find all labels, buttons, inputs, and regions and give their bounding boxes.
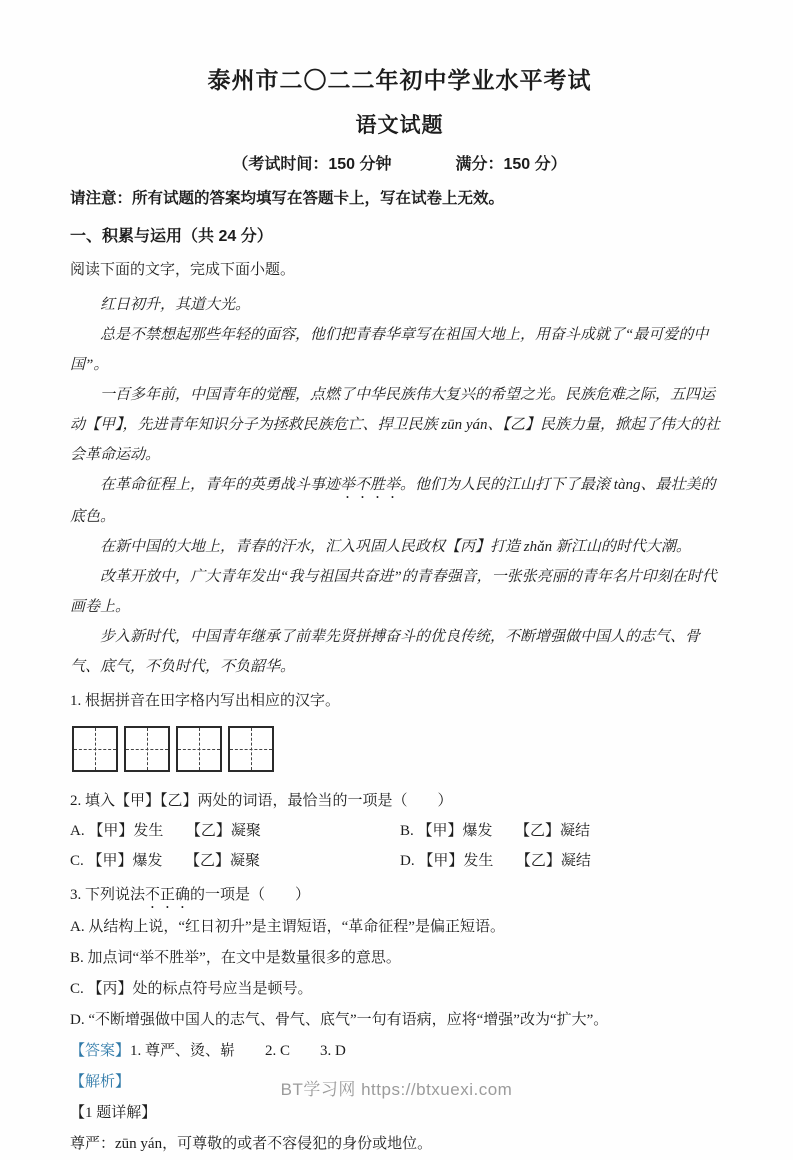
page-title: 泰州市二〇二二年初中学业水平考试 — [207, 67, 592, 93]
answer-text: 1. 尊严、烫、崭 2. C 3. D — [130, 1043, 346, 1059]
passage-intro: 阅读下面的文字，完成下面小题。 — [70, 262, 296, 278]
question-3-option-c: C. 【丙】处的标点符号应当是顿号。 — [70, 981, 313, 997]
answer-line — [70, 1036, 729, 1067]
question-2-option-c: C. 【甲】爆发 【乙】凝聚 — [70, 853, 261, 869]
stem-text: 3. 下列说法 — [70, 887, 146, 903]
question-2-option-d: D. 【甲】发生 【乙】凝结 — [400, 853, 591, 869]
question-2-options-row-1 — [70, 816, 729, 846]
passage-paragraph: 总是不禁想起那些年轻的面容，他们把青春华章写在祖国大地上，用奋斗成就了“最可爱的中国”。 — [70, 327, 709, 373]
passage-paragraph: 改革开放中，广大青年发出“我与祖国共奋进”的青春强音，一张张亮丽的青年名片印刻在时代画卷上。 — [70, 569, 717, 615]
answer-label: 【答案】 — [70, 1043, 131, 1059]
passage-paragraph: 在新中国的大地上，青春的汗水，汇入巩固人民政权【丙】打造 zhǎn 新江山的时代大潮。 — [100, 539, 691, 555]
emphasized-text: 举不胜举 — [340, 477, 401, 493]
passage-text: 。他们为人民的江山打下了最滚 tàng、最壮美的底色。 — [70, 477, 716, 525]
passage-paragraph: 步入新时代，中国青年继承了前辈先贤拼搏奋斗的优良传统，不断增强做中国人的志气、骨气、底气，不负时代，不负韶华。 — [70, 629, 701, 675]
question-3-option-d: D. “不断增强做中国人的志气、骨气、底气”一句有语病，应将“增强”改为“扩大”。 — [70, 1012, 609, 1028]
site-watermark: BT学习网 https://btxuexi.com — [280, 1080, 513, 1099]
tianzige-box — [176, 726, 222, 772]
question-2-stem: 2. 填入【甲】【乙】两处的词语，最恰当的一项是（ ） — [70, 793, 453, 809]
question-2-option-b: B. 【甲】爆发 【乙】凝结 — [400, 823, 591, 839]
detail-text: 尊严：zūn yán，可尊敬的或者不容侵犯的身份或地位。 — [70, 1136, 433, 1152]
exam-info: （考试时间：150 分钟 满分：150 分） — [232, 156, 567, 173]
reading-passage — [70, 290, 729, 682]
question-2-option-a: A. 【甲】发生 【乙】凝聚 — [70, 823, 261, 839]
passage-paragraph: 一百多年前，中国青年的觉醒，点燃了中华民族伟大复兴的希望之光。民族危难之际，五四运动【甲】，先进青年知识分子为拯救民族危亡、捍卫民族 zūn yán、【乙】民族力量，掀起了伟大的社会革命运动。 — [70, 387, 720, 463]
passage-text: 在革命征程上，青年的英勇战斗事迹 — [100, 477, 341, 493]
question-1-stem: 1. 根据拼音在田字格内写出相应的汉字。 — [70, 693, 341, 709]
analysis-label: 【解析】 — [70, 1074, 131, 1090]
tianzige-box — [124, 726, 170, 772]
question-3-stem — [70, 880, 729, 912]
question-3-option-b: B. 加点词“举不胜举”，在文中是数量很多的意思。 — [70, 950, 401, 966]
stem-text: 的一项是（ ） — [190, 887, 311, 903]
exam-notice: 请注意：所有试题的答案均填写在答题卡上，写在试卷上无效。 — [70, 190, 505, 207]
page-subtitle: 语文试题 — [355, 114, 444, 137]
question-3-option-a: A. 从结构上说，“红日初升”是主谓短语，“革命征程”是偏正短语。 — [70, 919, 505, 935]
tianzige-grid-row — [72, 726, 729, 772]
tianzige-box — [228, 726, 274, 772]
passage-paragraph: 红日初升，其道大光。 — [100, 297, 251, 313]
tianzige-box — [72, 726, 118, 772]
question-2-options-row-2 — [70, 846, 729, 876]
section-heading: 一、积累与运用（共 24 分） — [70, 228, 273, 245]
emphasized-text: 不正确 — [145, 887, 191, 903]
passage-paragraph-emphasis — [70, 470, 729, 532]
detail-heading: 【1 题详解】 — [70, 1105, 157, 1121]
